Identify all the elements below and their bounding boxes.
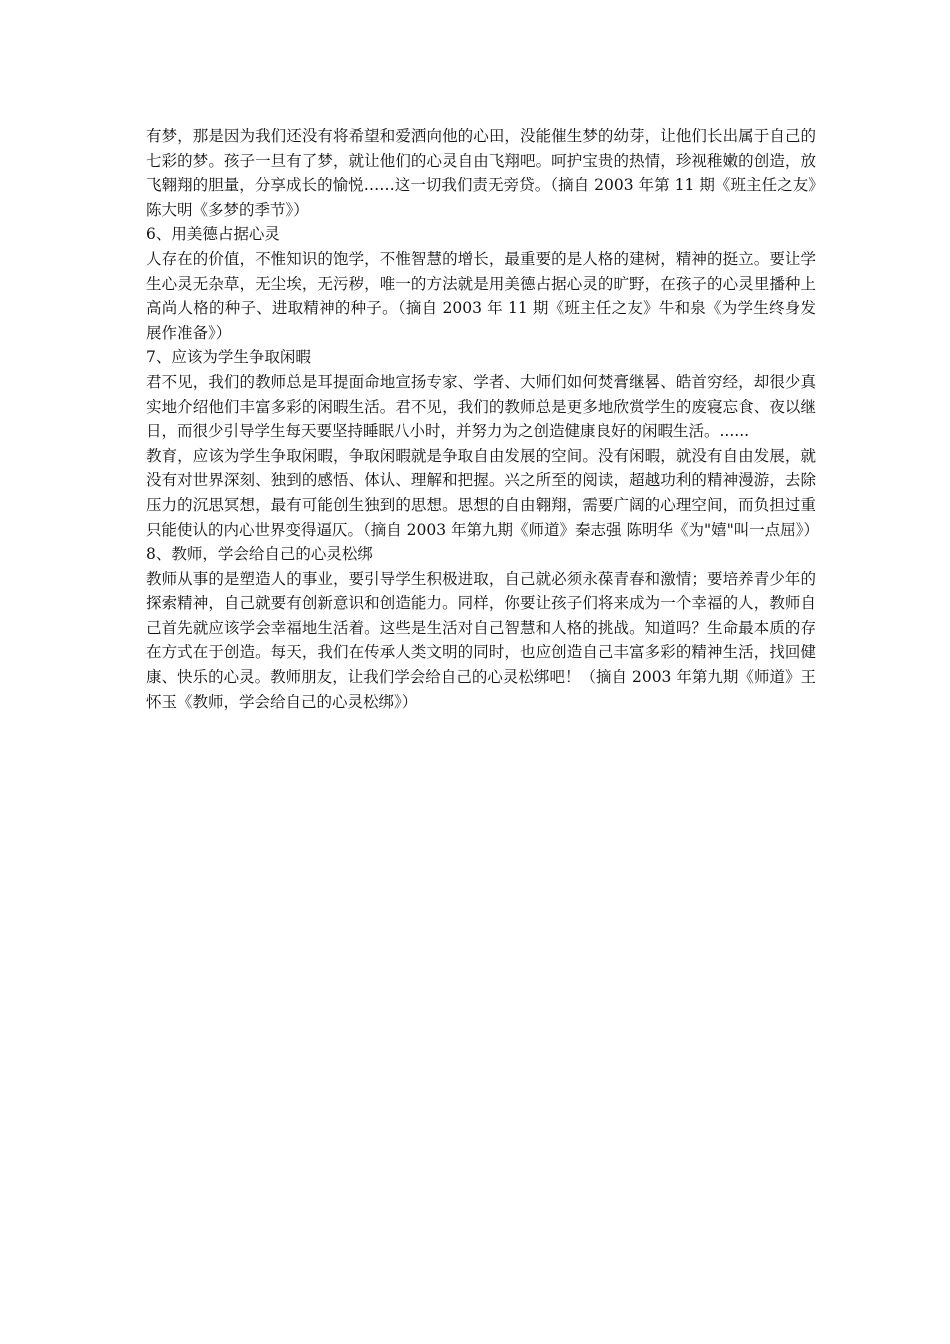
paragraph-leisure-2: 教育，应该为学生争取闲暇，争取闲暇就是争取自由发展的空间。没有闲暇，就没有自由发展，就没有对世界深刻、独到的感悟、体认、理解和把握。兴之所至的阅读，超越功利的精神漫游，去除压力的沉思冥想，最有可能创生独到的思想。思想的自由翱翔，需要广阔的心理空间，而负担过重只能使认的内心世界变得逼仄。（摘自 2003 年第九期《师道》秦志强 陈明华《为"嬉"叫一点屈》）	[146, 446, 819, 539]
paragraph-dream-conclusion: 有梦，那是因为我们还没有将希望和爱洒向他的心田，没能催生梦的幼芽，让他们长出属于自己的七彩的梦。孩子一旦有了梦，就让他们的心灵自由飞翔吧。呵护宝贵的热情，珍视稚嫩的创造，放飞翱翔的胆量，分享成长的愉悦……这一切我们责无旁贷。（摘自 2003 年第 11 期《班主任之友》陈大明《多梦的季节》）	[146, 127, 816, 219]
heading-section-6: 6、用美德占据心灵	[146, 225, 280, 244]
heading-section-8: 8、教师，学会给自己的心灵松绑	[146, 545, 373, 564]
document-body	[146, 124, 819, 714]
heading-section-7: 7、应该为学生争取闲暇	[146, 348, 311, 367]
paragraph-virtue: 人存在的价值，不惟知识的饱学，不惟智慧的增长，最重要的是人格的建树，精神的挺立。要让学生心灵无杂草，无尘埃，无污秽，唯一的方法就是用美德占据心灵的旷野，在孩子的心灵里播种上高尚人格的种子、进取精神的种子。（摘自 2003 年 11 期《班主任之友》牛和泉《为学生终身发展作准备》）	[146, 249, 816, 342]
paragraph-teacher-relief: 教师从事的是塑造人的事业，要引导学生积极进取，自己就必须永葆青春和激情；要培养青少年的探索精神，自己就要有创新意识和创造能力。同样，你要让孩子们将来成为一个幸福的人，教师自己首先就应该学会幸福地生活着。这些是生活对自己智慧和人格的挑战。知道吗？生命最本质的存在方式在于创造。每天，我们在传承人类文明的同时，也应创造自己丰富多彩的精神生活，找回健康、快乐的心灵。教师朋友，让我们学会给自己的心灵松绑吧！（摘自 2003 年第九期《师道》王怀玉《教师，学会给自己的心灵松绑》）	[146, 569, 816, 711]
paragraph-leisure-1: 君不见，我们的教师总是耳提面命地宣扬专家、学者、大师们如何焚膏继晷、皓首穷经，却很少真实地介绍他们丰富多彩的闲暇生活。君不见，我们的教师总是更多地欣赏学生的废寝忘食、夜以继日，而很少引导学生每天要坚持睡眠八小时，并努力为之创造健康良好的闲暇生活。......	[146, 372, 816, 441]
